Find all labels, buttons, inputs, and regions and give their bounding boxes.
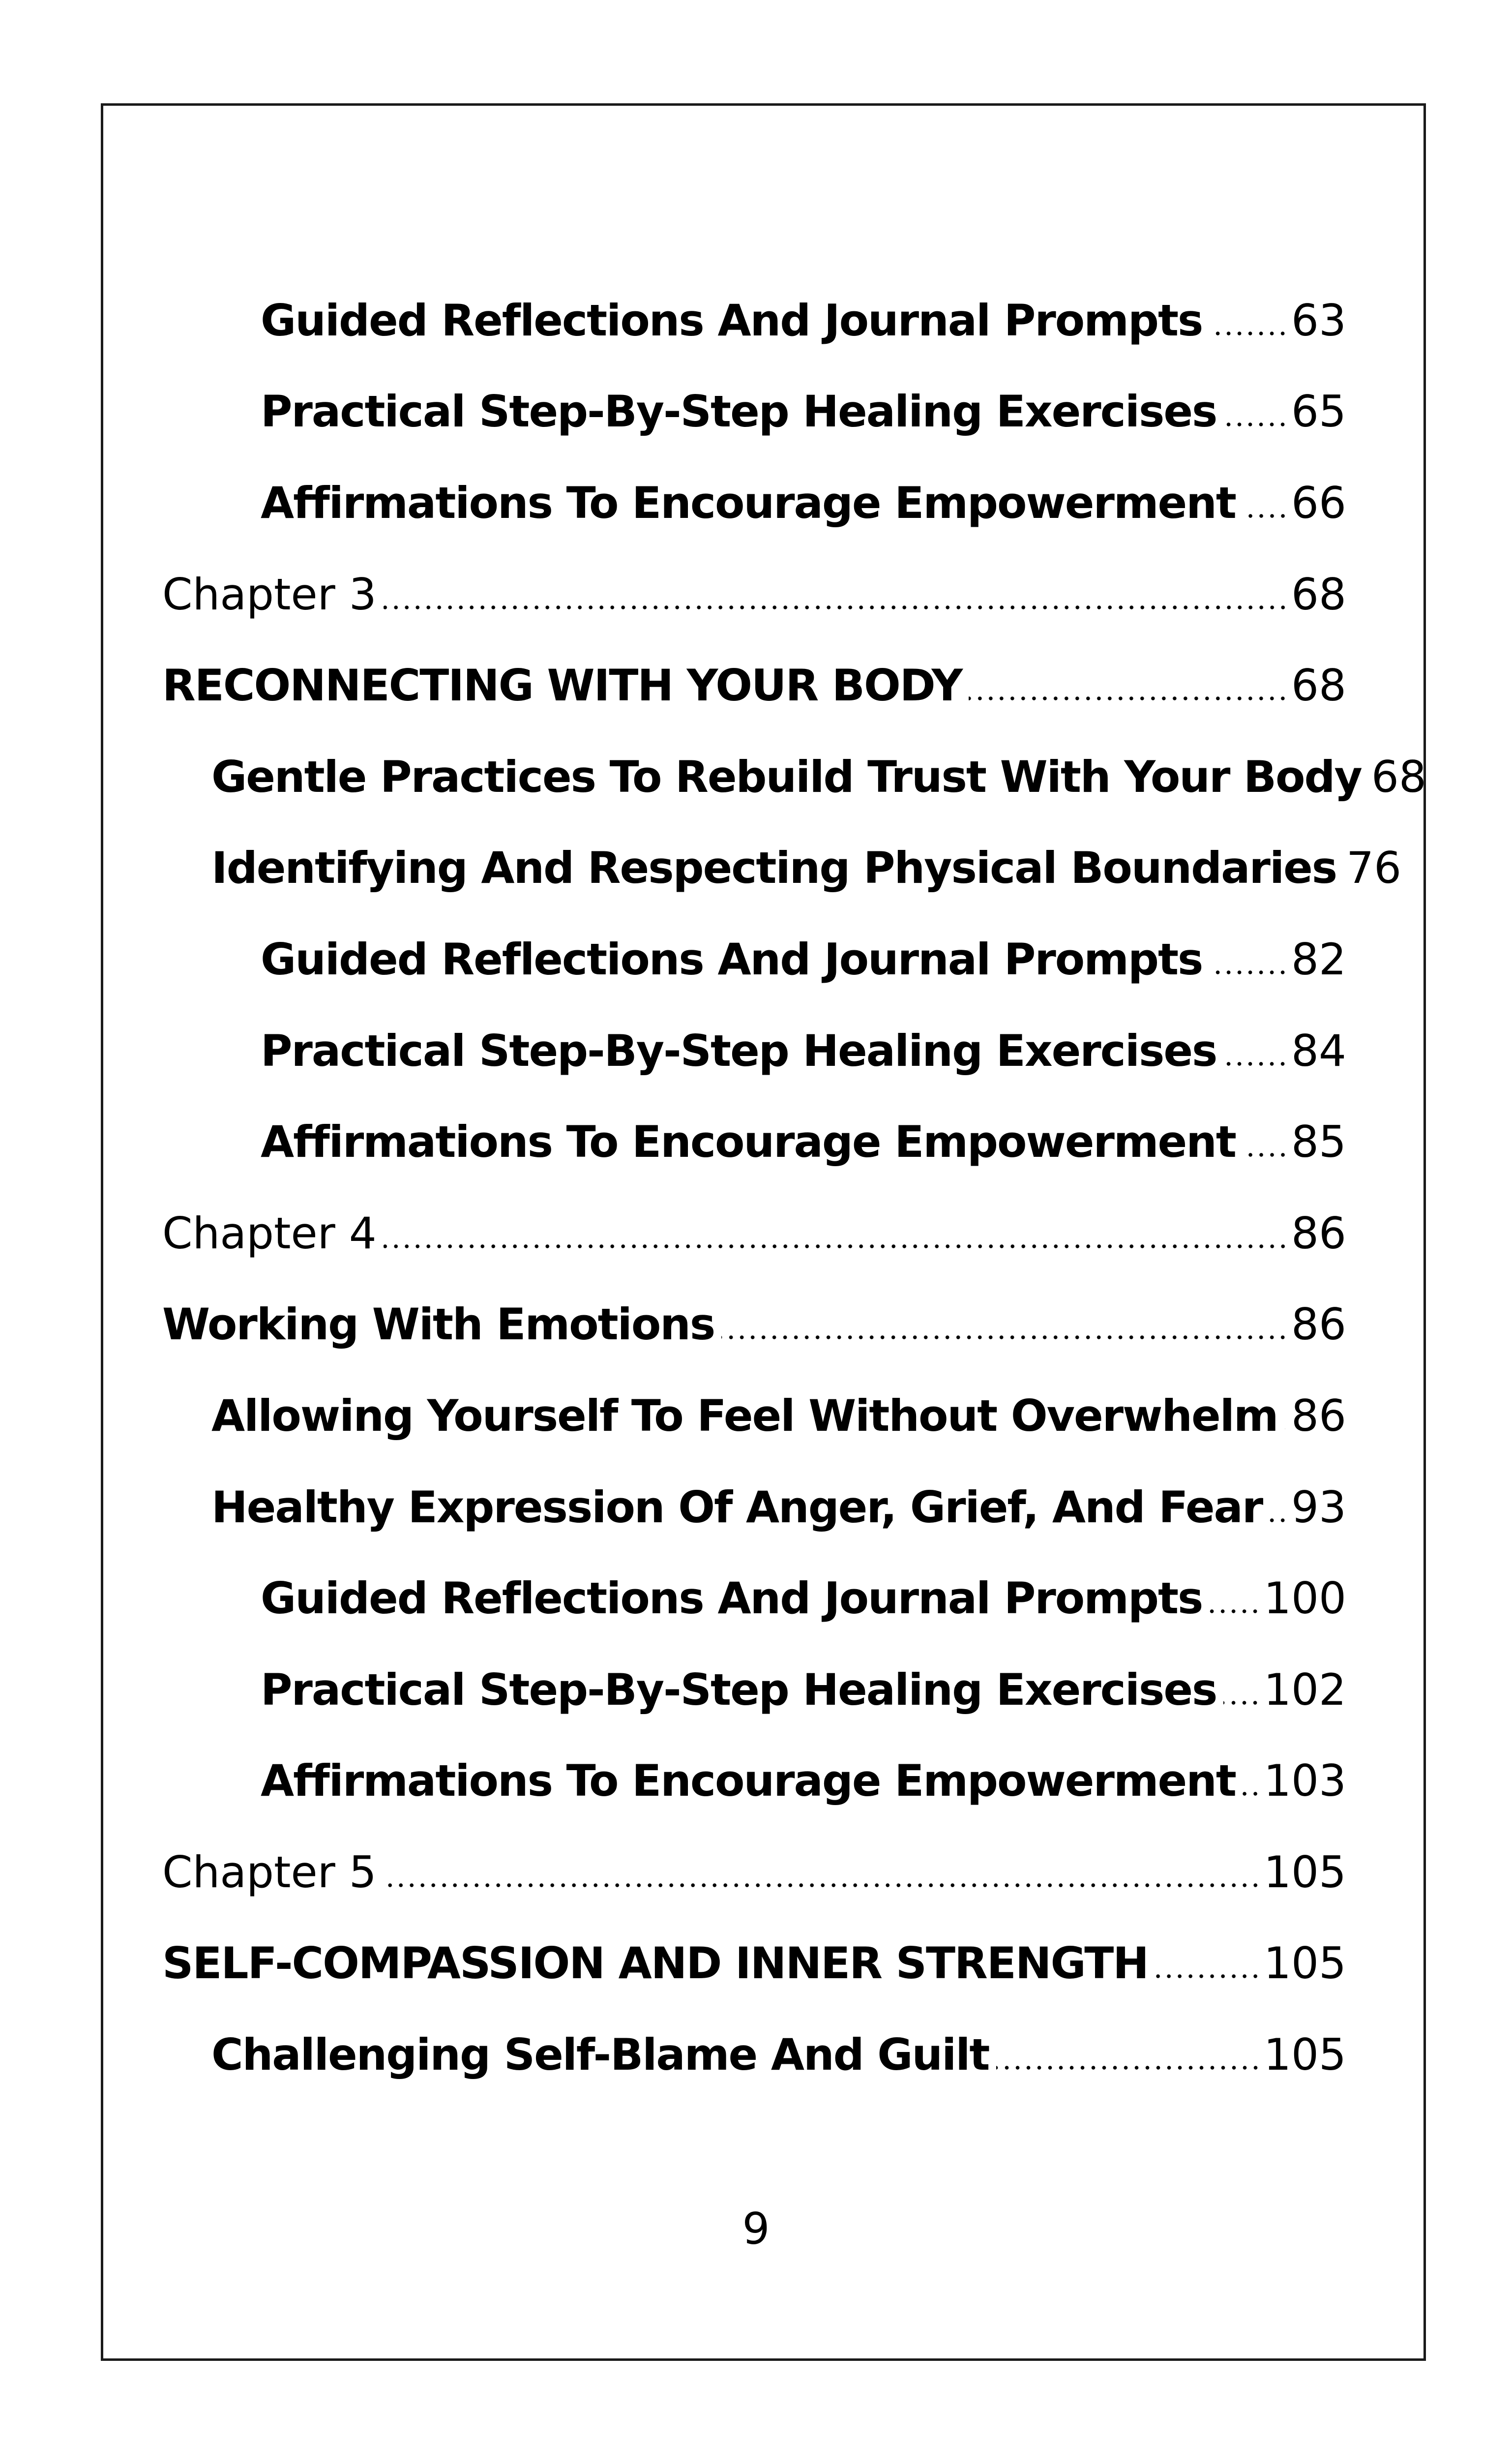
toc-entry-page: 68	[1291, 569, 1346, 620]
toc-entry[interactable]	[162, 640, 1346, 731]
dot-leader	[384, 573, 1288, 616]
toc-entry-title: Guided Reflections And Journal Prompts	[261, 934, 1203, 985]
toc-entry[interactable]	[162, 1096, 1346, 1188]
toc-entry[interactable]	[162, 731, 1426, 823]
toc-entry-title: Chapter 5	[162, 1846, 377, 1898]
toc-entry[interactable]	[162, 1736, 1346, 1827]
toc-entry-title: Gentle Practices To Rebuild Trust With Your Body	[211, 751, 1362, 802]
toc-entry[interactable]	[162, 1005, 1346, 1097]
toc-entry-page: 82	[1291, 934, 1346, 985]
toc-entry-title: RECONNECTING WITH YOUR BODY	[162, 660, 962, 711]
dot-leader	[969, 664, 1288, 707]
toc-entry[interactable]	[162, 914, 1346, 1005]
dot-leader	[1209, 938, 1288, 981]
toc-entry[interactable]	[162, 366, 1346, 458]
toc-entry[interactable]	[162, 823, 1402, 914]
toc-entry-page: 85	[1291, 1116, 1346, 1168]
toc-entry-page: 105	[1264, 1846, 1346, 1898]
toc-entry[interactable]	[162, 1370, 1346, 1462]
toc-entry-page: 86	[1291, 1299, 1346, 1350]
toc-entry-title: Chapter 4	[162, 1207, 377, 1259]
toc-entry-page: 93	[1291, 1481, 1346, 1533]
toc-entry[interactable]	[162, 1918, 1346, 2010]
toc-entry[interactable]	[162, 1827, 1346, 1918]
toc-entry-title: Healthy Expression Of Anger, Grief, And Fear	[211, 1481, 1263, 1533]
toc-entry[interactable]	[162, 457, 1346, 549]
toc-entry[interactable]	[162, 1188, 1346, 1279]
toc-entry-page: 84	[1291, 1025, 1346, 1076]
dot-leader	[1269, 1486, 1288, 1529]
dot-leader	[1223, 390, 1288, 433]
toc-entry-page: 105	[1264, 2029, 1346, 2081]
toc-entry-page: 76	[1346, 843, 1402, 894]
toc-entry[interactable]	[162, 1279, 1346, 1371]
toc-entry-page: 103	[1264, 1755, 1346, 1807]
table-of-contents	[162, 275, 1426, 2101]
dot-leader	[384, 1851, 1261, 1894]
toc-entry-title: Affirmations To Encourage Empowerment	[261, 1755, 1236, 1807]
dot-leader	[384, 1212, 1288, 1255]
toc-entry-title: Guided Reflections And Journal Prompts	[261, 1573, 1203, 1624]
toc-entry[interactable]	[162, 275, 1346, 366]
page-number: 9	[742, 2203, 770, 2254]
toc-entry-page: 68	[1371, 751, 1426, 802]
toc-entry-page: 65	[1291, 386, 1346, 437]
toc-entry-page: 86	[1291, 1207, 1346, 1259]
toc-entry-title: SELF-COMPASSION AND INNER STRENGTH	[162, 1938, 1148, 1989]
toc-entry[interactable]	[162, 1553, 1346, 1644]
dot-leader	[1155, 1942, 1261, 1985]
toc-entry-title: Affirmations To Encourage Empowerment	[261, 1116, 1236, 1168]
toc-entry-title: Practical Step-By-Step Healing Exercises	[261, 1025, 1217, 1076]
toc-entry-page: 63	[1291, 295, 1346, 346]
dot-leader	[1243, 482, 1288, 525]
dot-leader	[1223, 1668, 1261, 1712]
toc-entry-page: 68	[1291, 660, 1346, 711]
toc-entry-page: 66	[1291, 477, 1346, 528]
toc-entry-page: 100	[1264, 1573, 1346, 1624]
toc-entry-page: 102	[1264, 1664, 1346, 1715]
dot-leader	[1285, 1394, 1288, 1438]
dot-leader	[1223, 1029, 1288, 1073]
toc-entry-title: Working With Emotions	[162, 1299, 715, 1350]
toc-entry-page: 105	[1264, 1938, 1346, 1989]
toc-entry-title: Guided Reflections And Journal Prompts	[261, 295, 1203, 346]
toc-entry-title: Challenging Self-Blame And Guilt	[211, 2029, 989, 2081]
dot-leader	[1209, 299, 1288, 342]
toc-entry[interactable]	[162, 549, 1346, 640]
dot-leader	[1243, 1759, 1261, 1803]
toc-entry-page: 86	[1291, 1390, 1346, 1441]
dot-leader	[1243, 1120, 1288, 1164]
toc-entry-title: Practical Step-By-Step Healing Exercises	[261, 386, 1217, 437]
toc-entry-title: Identifying And Respecting Physical Boundaries	[211, 843, 1337, 894]
toc-entry-title: Chapter 3	[162, 569, 377, 620]
dot-leader	[996, 2033, 1261, 2077]
toc-entry-title: Practical Step-By-Step Healing Exercises	[261, 1664, 1217, 1715]
dot-leader	[1209, 1577, 1261, 1620]
dot-leader	[721, 1303, 1288, 1346]
toc-entry-title: Allowing Yourself To Feel Without Overwhelm	[211, 1390, 1278, 1441]
toc-entry[interactable]	[162, 2009, 1346, 2101]
toc-entry-title: Affirmations To Encourage Empowerment	[261, 477, 1236, 528]
toc-entry[interactable]	[162, 1644, 1346, 1736]
toc-entry[interactable]	[162, 1462, 1346, 1553]
